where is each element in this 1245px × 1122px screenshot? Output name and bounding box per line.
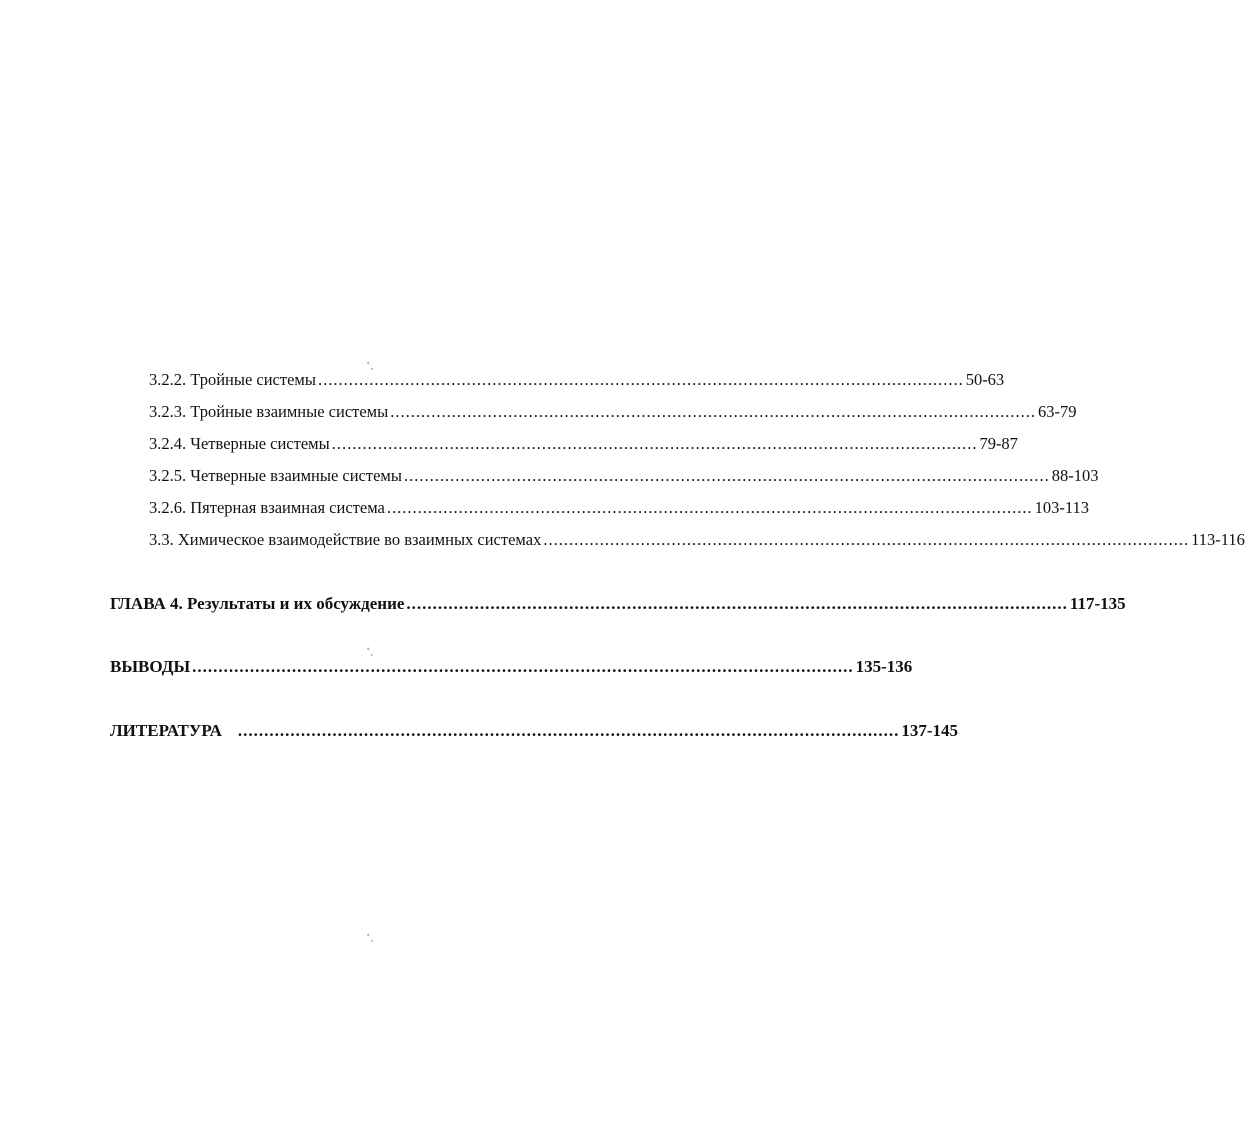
toc-entry-title: 3.2.6. Пятерная взаимная система (149, 498, 385, 517)
toc-leader-dots: .............................................................................................................................. (543, 530, 1190, 549)
toc-entry (149, 402, 1077, 422)
toc-entry (149, 434, 1018, 454)
toc-entry (149, 530, 1245, 550)
toc-entry-pages: 79-87 (979, 434, 1018, 453)
toc-entry-title: 3.2.5. Четверные взаимные системы (149, 466, 402, 485)
toc-leader-dots: .............................................................................................................................. (317, 370, 964, 389)
toc-entry-title: 3.2.4. Четверные системы (149, 434, 330, 453)
toc-entry-title: 3.2.3. Тройные взаимные системы (149, 402, 389, 421)
scan-speck: ˂, (366, 648, 374, 658)
toc-leader-dots: .............................................................................................................................. (192, 657, 854, 676)
toc-leader-dots: .............................................................................................................................. (331, 434, 978, 453)
toc-chapter-title: ВЫВОДЫ (110, 657, 191, 676)
toc-entry-pages: 63-79 (1037, 402, 1077, 421)
toc-leader-dots: .............................................................................................................................. (403, 466, 1050, 485)
toc-chapter-entry (110, 657, 913, 677)
toc-entry (149, 370, 1005, 390)
toc-chapter-pages: 135-136 (855, 657, 913, 676)
toc-entry (149, 498, 1089, 518)
toc-leader-dots: .............................................................................................................................. (390, 402, 1036, 421)
toc-chapter-title: ЛИТЕРАТУРА (110, 721, 222, 740)
toc-entry-pages: 113-116 (1191, 530, 1245, 549)
toc-chapter-entry (110, 594, 1126, 614)
toc-entry-title: 3.2.2. Тройные системы (149, 370, 316, 389)
toc-leader-dots: .............................................................................................................................. (386, 498, 1033, 517)
toc-leader-dots: .............................................................................................................................. (237, 721, 900, 740)
toc-leader-dots: .............................................................................................................................. (406, 594, 1068, 613)
scan-speck: ˂, (366, 362, 374, 372)
toc-chapter-pages: 117-135 (1069, 594, 1126, 613)
toc-chapter-title: ГЛАВА 4. Результаты и их обсуждение (110, 594, 405, 613)
toc-entry-title: 3.3. Химическое взаимодействие во взаимных системах (149, 530, 542, 549)
toc-entry-pages: 50-63 (965, 370, 1005, 389)
toc-chapter-entry (110, 721, 959, 741)
scan-speck: ˂, (366, 934, 374, 944)
toc-chapter-pages: 137-145 (901, 721, 959, 740)
toc-entry (149, 466, 1099, 486)
toc-entry-pages: 103-113 (1034, 498, 1089, 517)
toc-entry-pages: 88-103 (1051, 466, 1099, 485)
